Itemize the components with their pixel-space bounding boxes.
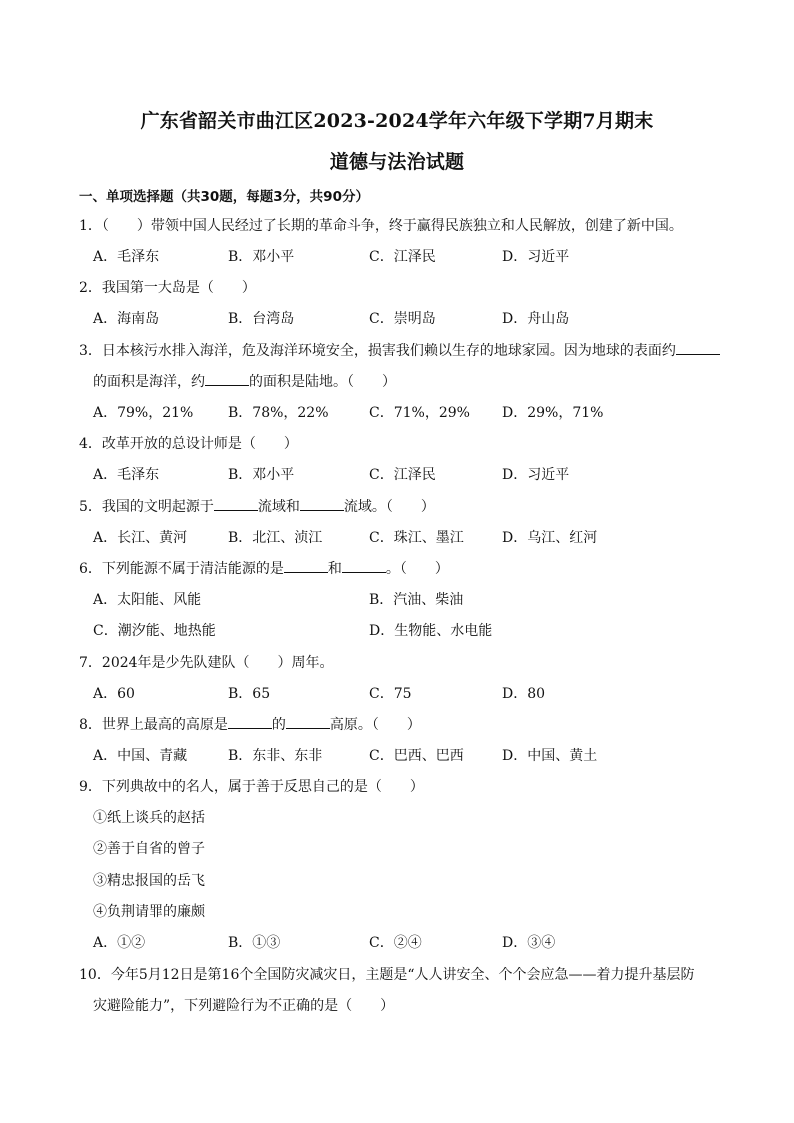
question-text-part2: 的	[271, 717, 286, 733]
question-text: （ ）带领中国人民经过了长期的革命斗争，终于赢得民族独立和人民解放，创建了新中国。	[101, 218, 683, 234]
question-text-part3: 高原。（ ）	[329, 717, 421, 733]
option-d: D．习近平	[502, 467, 570, 483]
question-9-item-2: ②善于自省的曾子	[93, 841, 205, 857]
question-text-line1: 今年5月12日是第16个全国防灾减灾日，主题是“人人讲安全、个个会应急——着力提升基层防	[110, 967, 695, 983]
option-d: D．舟山岛	[502, 311, 570, 327]
question-8	[79, 716, 421, 734]
answer-blank	[676, 342, 720, 355]
option-a: A．毛泽东	[93, 467, 160, 483]
question-text-part1: 我国的文明起源于	[101, 499, 214, 515]
question-number: 9．	[79, 779, 102, 795]
option-b: B．汽油、柴油	[369, 592, 464, 608]
exam-title-line1: 广东省韶关市曲江区2023-2024学年六年级下学期7月期末	[140, 110, 654, 132]
question-text-part1: 世界上最高的高原是	[101, 717, 228, 733]
option-c: C．珠江、墨江	[369, 530, 464, 546]
question-text-part3: 。（ ）	[385, 561, 449, 577]
option-b: B．邓小平	[228, 249, 295, 265]
exam-title-line2: 道德与法治试题	[329, 151, 465, 173]
option-a: A．长江、黄河	[93, 530, 188, 546]
option-c: C．江泽民	[369, 249, 436, 265]
question-number: 2．	[79, 280, 102, 296]
option-d: D．中国、黄土	[502, 748, 598, 764]
question-number: 6．	[79, 561, 102, 577]
question-text-part2: 的面积是海洋，约	[93, 374, 205, 390]
option-b: B．台湾岛	[228, 311, 295, 327]
question-number: 4．	[79, 436, 102, 452]
answer-blank	[342, 560, 386, 573]
answer-blank	[205, 373, 249, 386]
question-6	[79, 560, 449, 578]
answer-blank	[228, 716, 272, 729]
option-c: C．②④	[369, 935, 422, 951]
question-text: 2024年是少先队建队（ ）周年。	[101, 655, 334, 671]
option-c: C．巴西、巴西	[369, 748, 464, 764]
question-number: 1．	[79, 218, 102, 234]
question-text-part3: 的面积是陆地。（ ）	[249, 374, 396, 390]
option-c: C．江泽民	[369, 467, 436, 483]
option-b: B．①③	[228, 935, 281, 951]
option-a: A．①②	[93, 935, 146, 951]
question-5	[79, 498, 435, 516]
question-3	[79, 342, 720, 360]
option-b: B．65	[228, 686, 271, 702]
question-9	[79, 778, 424, 796]
answer-blank	[300, 498, 344, 511]
option-b: B．邓小平	[228, 467, 295, 483]
question-4	[79, 435, 298, 453]
question-text-part2: 和	[327, 561, 342, 577]
question-text: 改革开放的总设计师是（ ）	[101, 436, 298, 452]
question-10	[79, 966, 695, 984]
option-b: B．东非、东非	[228, 748, 323, 764]
section-heading: 一、单项选择题（共30题，每题3分，共90分）	[79, 189, 369, 205]
option-a: A．太阳能、风能	[93, 592, 202, 608]
question-9-item-1: ①纸上谈兵的赵括	[93, 810, 205, 826]
question-3-continued	[93, 373, 396, 391]
question-9-item-4: ④负荆请罪的廉颇	[93, 904, 205, 920]
option-c: C．潮汐能、地热能	[93, 623, 216, 639]
question-1	[79, 217, 683, 235]
option-a: A．海南岛	[93, 311, 160, 327]
question-number: 7．	[79, 655, 102, 671]
option-d: D．生物能、水电能	[369, 623, 493, 639]
question-10-continued: 灾避险能力”，下列避险行为不正确的是（ ）	[93, 998, 395, 1014]
question-number: 10．	[79, 967, 111, 983]
option-a: A．79%，21%	[93, 405, 194, 421]
option-d: D．乌江、红河	[502, 530, 598, 546]
option-d: D．29%，71%	[502, 405, 604, 421]
option-d: D．习近平	[502, 249, 570, 265]
option-b: B．北江、浈江	[228, 530, 323, 546]
question-text: 下列典故中的名人，属于善于反思自己的是（ ）	[101, 779, 424, 795]
question-text: 我国第一大岛是（ ）	[101, 280, 256, 296]
question-number: 5．	[79, 499, 102, 515]
option-d: D．③④	[502, 935, 556, 951]
question-number: 8．	[79, 717, 102, 733]
option-c: C．崇明岛	[369, 311, 436, 327]
option-c: C．75	[369, 686, 412, 702]
question-7	[79, 654, 334, 672]
option-a: A．中国、青藏	[93, 748, 188, 764]
option-c: C．71%，29%	[369, 405, 470, 421]
question-number: 3．	[79, 343, 102, 359]
answer-blank	[284, 560, 328, 573]
answer-blank	[286, 716, 330, 729]
question-9-item-3: ③精忠报国的岳飞	[93, 873, 205, 889]
option-d: D．80	[502, 686, 546, 702]
question-text-part1: 下列能源不属于清洁能源的是	[101, 561, 284, 577]
question-text-part3: 流域。（ ）	[343, 499, 435, 515]
option-a: A．60	[93, 686, 135, 702]
question-2	[79, 279, 256, 297]
question-text-part2: 流域和	[257, 499, 300, 515]
question-text-part1: 日本核污水排入海洋，危及海洋环境安全，损害我们赖以生存的地球家园。因为地球的表面约	[101, 343, 676, 359]
option-a: A．毛泽东	[93, 249, 160, 265]
option-b: B．78%，22%	[228, 405, 329, 421]
answer-blank	[214, 498, 258, 511]
